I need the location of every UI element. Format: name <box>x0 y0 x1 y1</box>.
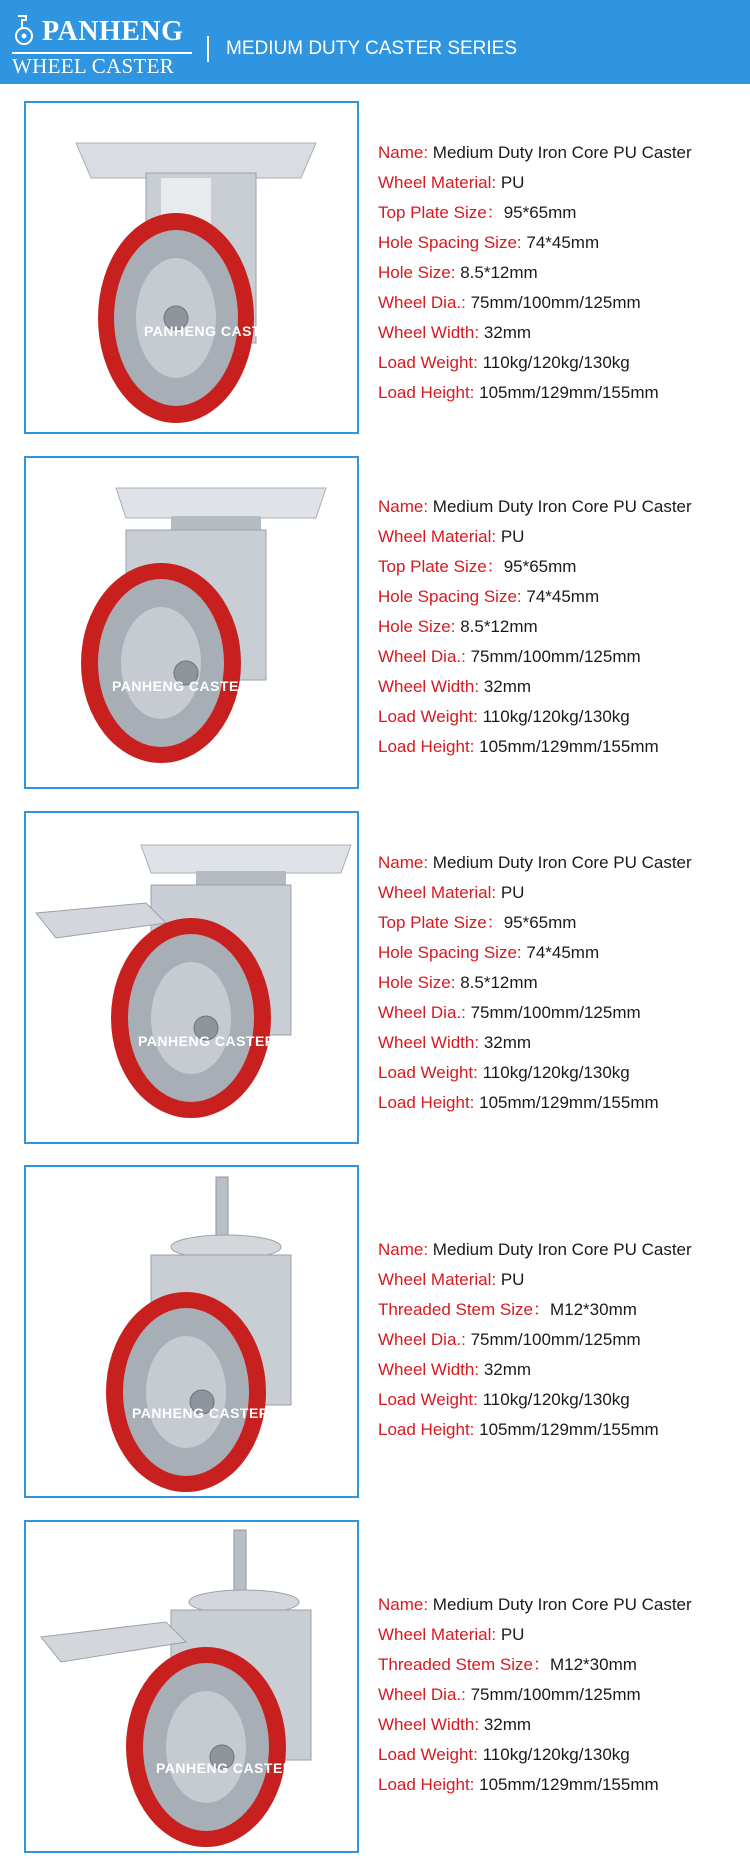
threaded-caster-image <box>26 1167 357 1496</box>
spec-row <box>378 198 748 228</box>
spec-value: 32mm <box>483 1715 532 1734</box>
spec-label: Load Weight: <box>378 1745 483 1764</box>
spec-value: Medium Duty Iron Core PU Caster <box>432 853 692 872</box>
spec-row <box>378 968 748 998</box>
spec-label: Load Weight: <box>378 1063 483 1082</box>
spec-label: Load Height: <box>378 1420 480 1439</box>
spec-label: Wheel Width: <box>378 1360 484 1379</box>
spec-value: 8.5*12mm <box>460 973 538 992</box>
spec-label: Load Height: <box>378 737 480 756</box>
spec-label: Hole Size: <box>378 617 461 636</box>
spec-label: Name: <box>378 1240 433 1259</box>
spec-list-1 <box>378 138 748 408</box>
brand-logo <box>12 14 202 80</box>
watermark: PANHENG CASTER <box>144 323 282 339</box>
spec-row <box>378 318 748 348</box>
spec-row <box>378 1650 748 1680</box>
spec-row <box>378 998 748 1028</box>
spec-label: Threaded Stem Size： <box>378 1300 550 1319</box>
spec-value: M12*30mm <box>549 1655 637 1674</box>
spec-label: Wheel Material: <box>378 883 501 902</box>
spec-value: 110kg/120kg/130kg <box>482 353 630 372</box>
spec-label: Name: <box>378 1595 433 1614</box>
spec-label: Top Plate Size： <box>378 557 504 576</box>
spec-label: Hole Spacing Size: <box>378 943 527 962</box>
product-card-threaded <box>24 1165 363 1502</box>
spec-row <box>378 348 748 378</box>
spec-label: Wheel Width: <box>378 677 484 696</box>
spec-row <box>378 938 748 968</box>
spec-list-4 <box>378 1235 748 1445</box>
spec-label: Top Plate Size： <box>378 203 504 222</box>
spec-value: PU <box>500 173 525 192</box>
spec-value: 95*65mm <box>503 557 577 576</box>
spec-label: Load Weight: <box>378 1390 483 1409</box>
spec-label: Name: <box>378 497 433 516</box>
spec-row <box>378 612 748 642</box>
product-card-swivel-brake <box>24 811 363 1148</box>
spec-value: 110kg/120kg/130kg <box>482 1063 630 1082</box>
spec-value: 105mm/129mm/155mm <box>479 1420 659 1439</box>
threaded-brake-caster-image <box>26 1522 357 1851</box>
spec-row <box>378 1710 748 1740</box>
brand-name-bottom: WHEEL CASTER <box>12 54 175 78</box>
spec-value: 8.5*12mm <box>460 263 538 282</box>
fixed-caster-image <box>26 103 357 432</box>
spec-value: 110kg/120kg/130kg <box>482 1745 630 1764</box>
watermark: PANHENG CASTER <box>132 1405 270 1421</box>
spec-value: 105mm/129mm/155mm <box>479 1093 659 1112</box>
spec-label: Wheel Dia.: <box>378 1685 471 1704</box>
spec-value: 32mm <box>483 1033 532 1052</box>
spec-row <box>378 642 748 672</box>
swivel-caster-image <box>26 458 357 787</box>
spec-value: Medium Duty Iron Core PU Caster <box>432 143 692 162</box>
spec-list-5 <box>378 1590 748 1800</box>
spec-row <box>378 492 748 522</box>
spec-label: Hole Spacing Size: <box>378 587 527 606</box>
spec-value: 32mm <box>483 677 532 696</box>
series-title: MEDIUM DUTY CASTER SERIES <box>226 38 518 59</box>
spec-row <box>378 288 748 318</box>
spec-row <box>378 672 748 702</box>
spec-label: Wheel Material: <box>378 527 501 546</box>
product-card-threaded-brake <box>24 1520 363 1857</box>
spec-row <box>378 1680 748 1710</box>
spec-row <box>378 1385 748 1415</box>
spec-value: PU <box>500 1625 525 1644</box>
product-photo <box>24 1520 359 1853</box>
spec-value: 75mm/100mm/125mm <box>470 1330 641 1349</box>
spec-value: Medium Duty Iron Core PU Caster <box>432 1240 692 1259</box>
spec-row <box>378 1325 748 1355</box>
header-banner <box>0 0 750 84</box>
watermark: PANHENG CASTER <box>138 1033 276 1049</box>
spec-value: 110kg/120kg/130kg <box>482 1390 630 1409</box>
spec-label: Load Weight: <box>378 353 483 372</box>
spec-row <box>378 522 748 552</box>
spec-value: 110kg/120kg/130kg <box>482 707 630 726</box>
spec-label: Wheel Width: <box>378 1715 484 1734</box>
spec-label: Wheel Width: <box>378 323 484 342</box>
product-card-fixed <box>24 101 363 438</box>
spec-row <box>378 1770 748 1800</box>
spec-row <box>378 1740 748 1770</box>
spec-row <box>378 878 748 908</box>
spec-label: Hole Size: <box>378 973 461 992</box>
spec-value: 32mm <box>483 1360 532 1379</box>
spec-label: Threaded Stem Size： <box>378 1655 550 1674</box>
spec-value: 95*65mm <box>503 913 577 932</box>
spec-label: Load Weight: <box>378 707 483 726</box>
product-photo <box>24 456 359 789</box>
spec-row <box>378 1058 748 1088</box>
spec-row <box>378 378 748 408</box>
spec-row <box>378 1028 748 1058</box>
spec-value: Medium Duty Iron Core PU Caster <box>432 497 692 516</box>
spec-label: Hole Size: <box>378 263 461 282</box>
spec-row <box>378 1590 748 1620</box>
spec-row <box>378 258 748 288</box>
product-card-swivel <box>24 456 363 793</box>
caster-logo-icon <box>12 14 40 48</box>
brand-name-top: PANHENG <box>42 16 184 47</box>
spec-value: 8.5*12mm <box>460 617 538 636</box>
spec-label: Wheel Dia.: <box>378 1330 471 1349</box>
spec-value: M12*30mm <box>549 1300 637 1319</box>
spec-value: 74*45mm <box>526 233 600 252</box>
spec-label: Hole Spacing Size: <box>378 233 527 252</box>
spec-label: Wheel Material: <box>378 1625 501 1644</box>
spec-value: 105mm/129mm/155mm <box>479 1775 659 1794</box>
spec-value: PU <box>500 527 525 546</box>
spec-value: 74*45mm <box>526 943 600 962</box>
spec-label: Load Height: <box>378 383 480 402</box>
spec-row <box>378 1265 748 1295</box>
spec-value: 105mm/129mm/155mm <box>479 383 659 402</box>
spec-value: 105mm/129mm/155mm <box>479 737 659 756</box>
spec-label: Load Height: <box>378 1775 480 1794</box>
product-photo <box>24 101 359 434</box>
spec-row <box>378 228 748 258</box>
product-photo <box>24 811 359 1144</box>
spec-label: Name: <box>378 853 433 872</box>
spec-row <box>378 908 748 938</box>
spec-row <box>378 848 748 878</box>
spec-label: Wheel Dia.: <box>378 647 471 666</box>
spec-value: 95*65mm <box>503 203 577 222</box>
header-divider <box>207 36 209 62</box>
spec-label: Load Height: <box>378 1093 480 1112</box>
spec-row <box>378 168 748 198</box>
watermark: PANHENG CASTER <box>156 1760 294 1776</box>
spec-row <box>378 702 748 732</box>
spec-label: Name: <box>378 143 433 162</box>
spec-value: 75mm/100mm/125mm <box>470 647 641 666</box>
spec-label: Wheel Width: <box>378 1033 484 1052</box>
spec-value: 75mm/100mm/125mm <box>470 293 641 312</box>
spec-row <box>378 1088 748 1118</box>
spec-label: Wheel Dia.: <box>378 1003 471 1022</box>
spec-label: Top Plate Size： <box>378 913 504 932</box>
spec-row <box>378 1415 748 1445</box>
spec-row <box>378 1295 748 1325</box>
spec-value: Medium Duty Iron Core PU Caster <box>432 1595 692 1614</box>
swivel-brake-caster-image <box>26 813 357 1142</box>
spec-value: 75mm/100mm/125mm <box>470 1685 641 1704</box>
watermark: PANHENG CASTER <box>112 678 250 694</box>
spec-row <box>378 582 748 612</box>
spec-label: Wheel Material: <box>378 173 501 192</box>
spec-label: Wheel Material: <box>378 1270 501 1289</box>
spec-value: 75mm/100mm/125mm <box>470 1003 641 1022</box>
spec-row <box>378 1620 748 1650</box>
spec-label: Wheel Dia.: <box>378 293 471 312</box>
spec-value: 32mm <box>483 323 532 342</box>
spec-row <box>378 1355 748 1385</box>
spec-value: PU <box>500 883 525 902</box>
product-photo <box>24 1165 359 1498</box>
spec-list-3 <box>378 848 748 1118</box>
spec-row <box>378 732 748 762</box>
spec-value: 74*45mm <box>526 587 600 606</box>
spec-row <box>378 138 748 168</box>
spec-list-2 <box>378 492 748 762</box>
spec-row <box>378 1235 748 1265</box>
spec-row <box>378 552 748 582</box>
spec-value: PU <box>500 1270 525 1289</box>
